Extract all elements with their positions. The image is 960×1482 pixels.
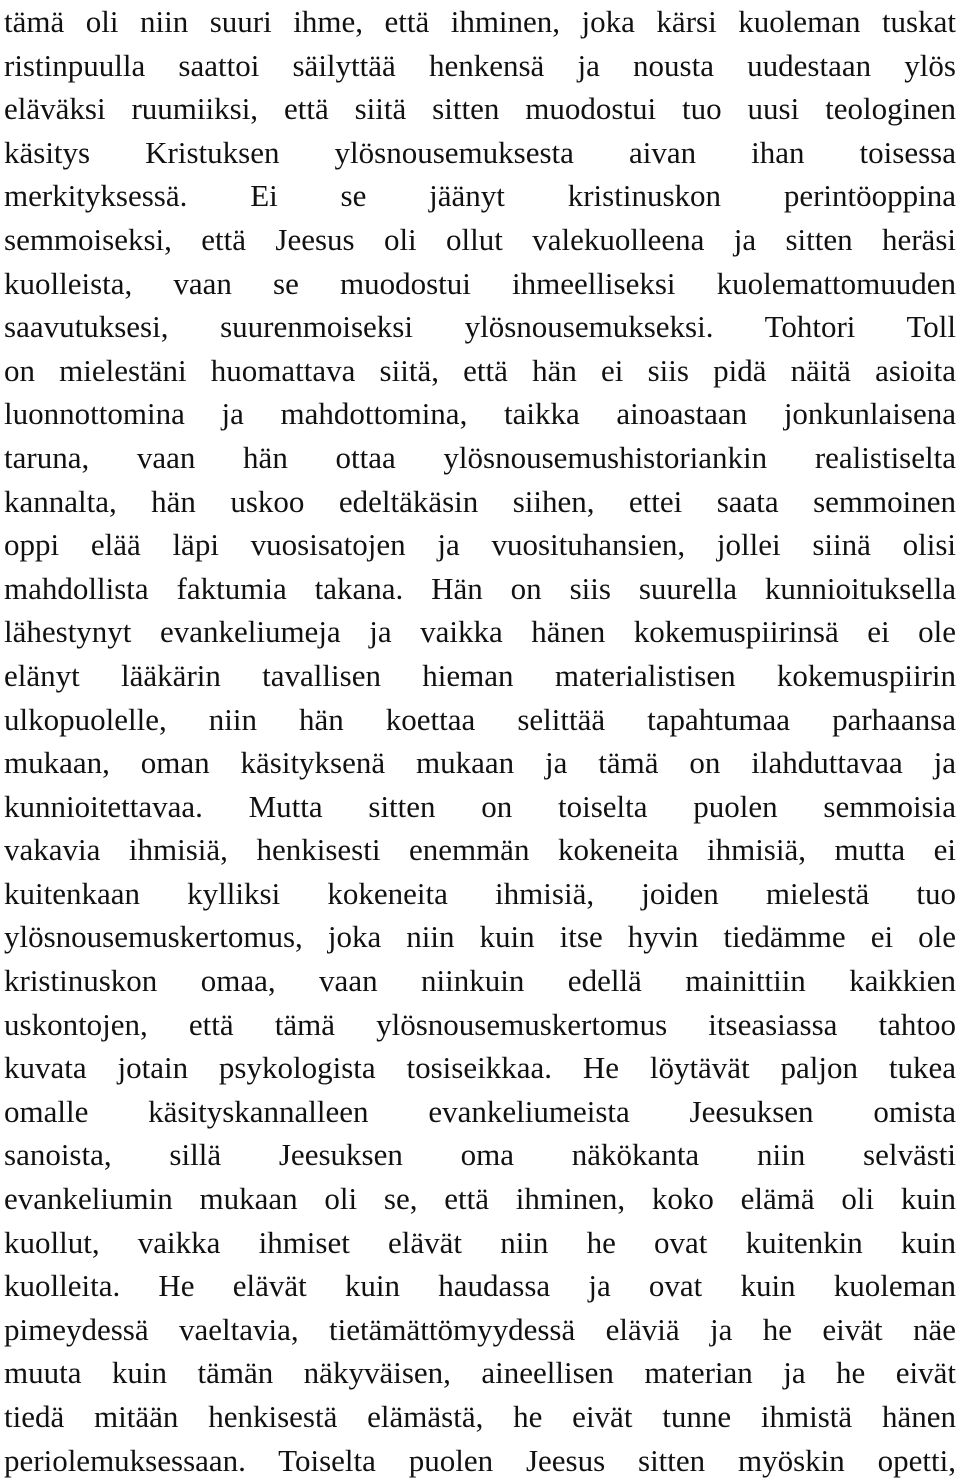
text-line: luonnottomina ja mahdottomina, taikka ainoastaan jonkunlaisena <box>4 396 956 432</box>
text-line: ulkopuolelle, niin hän koettaa selittää tapahtumaa parhaansa <box>4 701 956 737</box>
text-line: ristinpuulla saattoi säilyttää henkensä ja nousta uudestaan ylös <box>4 47 956 83</box>
text-line: on mielestäni huomattava siitä, että hän ei siis pidä näitä asioita <box>4 352 956 388</box>
text-line: elänyt lääkärin tavallisen hieman materialistisen kokemuspiirin <box>4 657 956 693</box>
text-line: merkityksessä. Ei se jäänyt kristinuskon perintöoppina <box>4 178 956 214</box>
text-line: kuollut, vaikka ihmiset elävät niin he ovat kuitenkin kuin <box>4 1224 956 1260</box>
text-line: tiedä mitään henkisestä elämästä, he eivät tunne ihmistä hänen <box>4 1399 956 1434</box>
text-line: evankeliumin mukaan oli se, että ihminen, koko elämä oli kuin <box>4 1181 956 1217</box>
text-line: periolemuksessaan. Toiselta puolen Jeesus sitten myöskin opetti, <box>4 1442 956 1478</box>
text-line: tämä oli niin suuri ihme, että ihminen, joka kärsi kuoleman tuskat <box>4 4 956 39</box>
text-line: kuolleista, vaan se muodostui ihmeelliseksi kuolemattomuuden <box>4 265 956 301</box>
text-line: kannalta, hän uskoo edeltäkäsin siihen, ettei saata semmoinen <box>4 483 956 519</box>
text-line: käsitys Kristuksen ylösnousemuksesta aivan ihan toisessa <box>4 134 956 170</box>
text-line: oppi elää läpi vuosisatojen ja vuosituhansien, jollei siinä olisi <box>4 527 956 563</box>
text-line: omalle käsityskannalleen evankeliumeista Jeesuksen omista <box>4 1093 956 1129</box>
text-line: semmoiseksi, että Jeesus oli ollut valekuolleena ja sitten heräsi <box>4 221 956 257</box>
text-line: kunnioitettavaa. Mutta sitten on toiselta puolen semmoisia <box>4 788 956 824</box>
text-line: saavutuksesi, suurenmoiseksi ylösnousemukseksi. Tohtori Toll <box>4 309 956 345</box>
text-line: kuolleita. He elävät kuin haudassa ja ovat kuin kuoleman <box>4 1268 956 1304</box>
text-line: kuvata jotain psykologista tosiseikkaa. He löytävät paljon tukea <box>4 1050 956 1086</box>
text-line: vakavia ihmisiä, henkisesti enemmän kokeneita ihmisiä, mutta ei <box>4 832 956 868</box>
text-line: muuta kuin tämän näkyväisen, aineellisen materian ja he eivät <box>4 1355 956 1391</box>
text-line: kuitenkaan kylliksi kokeneita ihmisiä, joiden mielestä tuo <box>4 875 956 911</box>
text-line: mukaan, oman käsityksenä mukaan ja tämä on ilahduttavaa ja <box>4 745 956 781</box>
text-line: pimeydessä vaeltavia, tietämättömyydessä eläviä ja he eivät näe <box>4 1311 956 1347</box>
document-page <box>4 0 956 1482</box>
text-line: ylösnousemuskertomus, joka niin kuin itse hyvin tiedämme ei ole <box>4 919 956 955</box>
text-line: taruna, vaan hän ottaa ylösnousemushistoriankin realistiselta <box>4 439 956 475</box>
text-line: mahdollista faktumia takana. Hän on siis suurella kunnioituksella <box>4 570 956 606</box>
text-line: kristinuskon omaa, vaan niinkuin edellä mainittiin kaikkien <box>4 963 956 999</box>
text-line: uskontojen, että tämä ylösnousemuskertomus itseasiassa tahtoo <box>4 1006 956 1042</box>
text-line: lähestynyt evankeliumeja ja vaikka hänen kokemuspiirinsä ei ole <box>4 614 956 650</box>
text-line: sanoista, sillä Jeesuksen oma näkökanta niin selvästi <box>4 1137 956 1173</box>
text-line: eläväksi ruumiiksi, että siitä sitten muodostui tuo uusi teologinen <box>4 91 956 127</box>
